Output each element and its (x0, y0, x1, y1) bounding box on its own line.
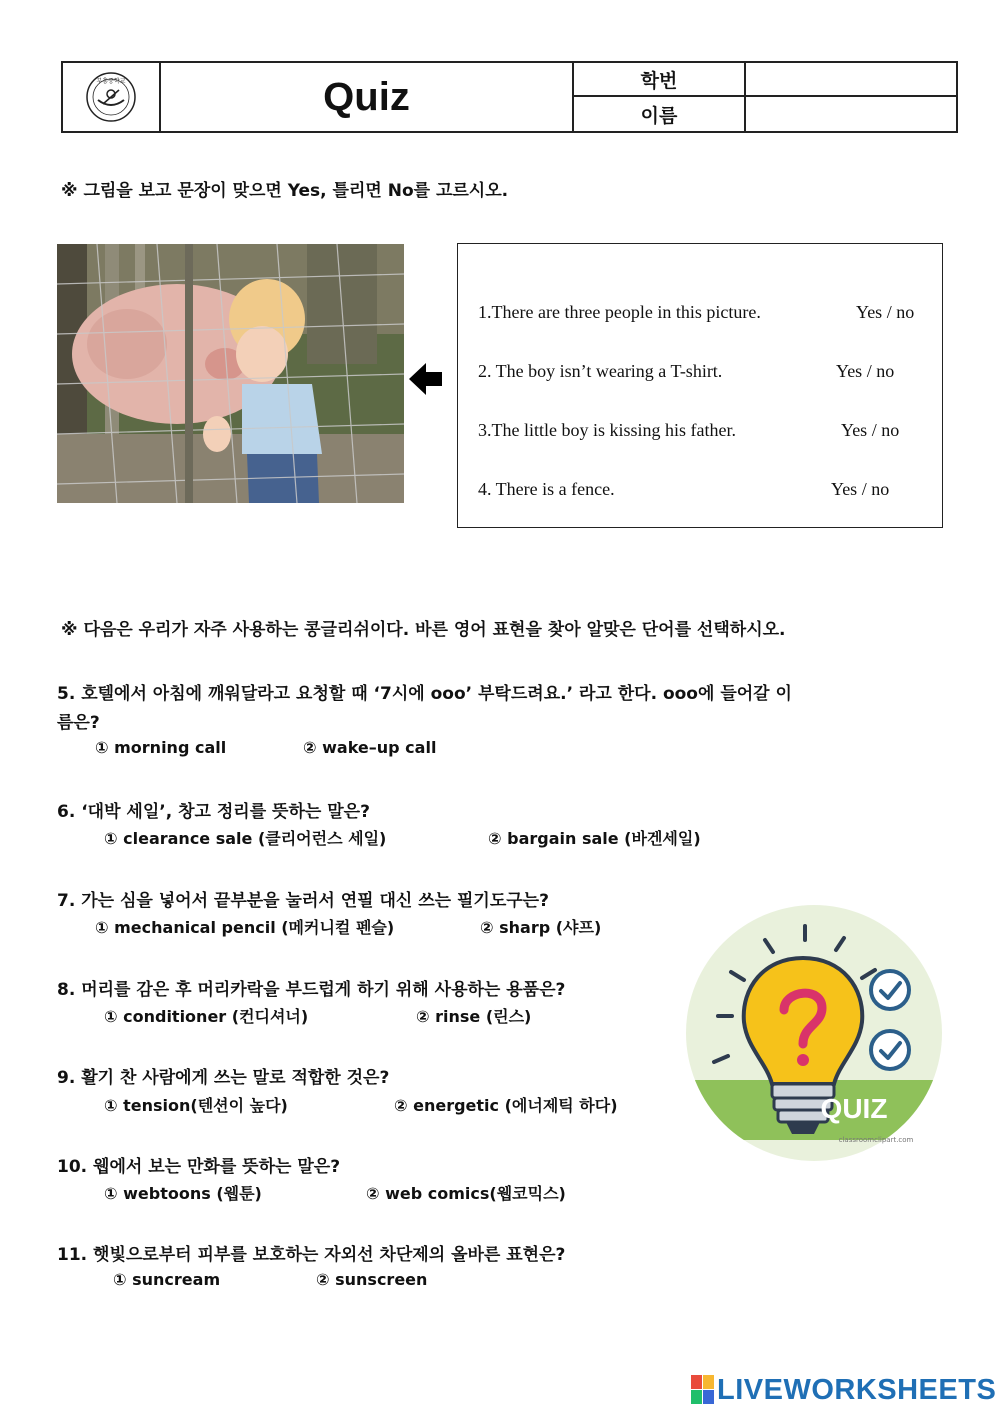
name-field[interactable] (746, 97, 956, 131)
student-number-label: 학번 (574, 63, 746, 97)
quiz-lightbulb-illustration (686, 898, 944, 1170)
statement-4: 4. There is a fence. (478, 479, 615, 499)
name-label: 이름 (574, 97, 746, 131)
question-7-option-2[interactable]: ② sharp (샤프) (480, 918, 602, 937)
question-9: 9. 활기 찬 사람에게 쓰는 말로 적합한 것은? (57, 1068, 390, 1088)
school-logo-text: 부흥중학교 (96, 78, 126, 85)
question-6-option-2[interactable]: ② bargain sale (바겐세일) (488, 829, 701, 848)
question-11: 11. 햇빛으로부터 피부를 보호하는 자외선 차단제의 올바른 표현은? (57, 1245, 566, 1265)
question-8-option-2[interactable]: ② rinse (린스) (416, 1007, 532, 1026)
question-7-option-1[interactable]: ① mechanical pencil (메커니컬 펜슬) (95, 918, 395, 937)
school-logo-cell (63, 63, 161, 131)
bulb-credit: classroomclipart.com (838, 1136, 914, 1144)
question-9-option-1[interactable]: ① tension(텐션이 높다) (104, 1096, 288, 1115)
section2-instruction: ※ 다음은 우리가 자주 사용하는 콩글리쉬이다. 바른 영어 표현을 찾아 알맞은 단어를 선택하시오. (61, 620, 786, 640)
statement-3: 3.The little boy is kissing his father. (478, 420, 736, 440)
question-5: 5. 호텔에서 아침에 깨워달라고 요청할 때 ‘7시에 ooo’ 부탁드려요.’ 라고 한다. ooo에 들어갈 이 (57, 684, 792, 704)
question-11-option-2[interactable]: ② sunscreen (316, 1270, 428, 1289)
question-5-continued: 름은? (57, 713, 100, 733)
question-9-option-2[interactable]: ② energetic (에너제틱 하다) (394, 1096, 618, 1115)
section1-instruction: ※ 그림을 보고 문장이 맞으면 Yes, 틀리면 No를 고르시오. (61, 181, 509, 201)
left-arrow-icon (409, 362, 443, 396)
question-7: 7. 가는 심을 넣어서 끝부분을 눌러서 연필 대신 쓰는 필기도구는? (57, 891, 549, 911)
question-6-option-1[interactable]: ① clearance sale (클리어런스 세일) (104, 829, 387, 848)
question-8-option-1[interactable]: ① conditioner (컨디셔너) (104, 1007, 309, 1026)
student-number-field[interactable] (746, 63, 956, 97)
question-5-option-1[interactable]: ① morning call (95, 738, 227, 757)
school-logo (84, 70, 138, 124)
liveworksheets-wordmark: LIVEWORKSHEETS (717, 1373, 997, 1406)
pig-and-child-photo (57, 244, 404, 503)
statement-1: 1.There are three people in this picture. (478, 302, 761, 322)
yes-no-question-box (457, 243, 943, 528)
statement-2: 2. The boy isn’t wearing a T-shirt. (478, 361, 723, 381)
yes-no-choice-1[interactable]: Yes / no (856, 302, 915, 322)
question-8: 8. 머리를 감은 후 머리카락을 부드럽게 하기 위해 사용하는 용품은? (57, 980, 566, 1000)
question-10: 10. 웹에서 보는 만화를 뜻하는 말은? (57, 1157, 341, 1177)
question-10-option-2[interactable]: ② web comics(웹코믹스) (366, 1184, 566, 1203)
liveworksheets-logo[interactable] (691, 1373, 996, 1407)
yes-no-choice-4[interactable]: Yes / no (831, 479, 890, 499)
yes-no-choice-2[interactable]: Yes / no (836, 361, 895, 381)
question-11-option-1[interactable]: ① suncream (113, 1270, 221, 1289)
yes-no-choice-3[interactable]: Yes / no (841, 420, 900, 440)
question-6: 6. ‘대박 세일’, 창고 정리를 뜻하는 말은? (57, 802, 370, 822)
page-title: Quiz (161, 63, 574, 131)
bulb-quiz-label: QUIZ (820, 1093, 888, 1124)
question-5-option-2[interactable]: ② wake–up call (303, 738, 437, 757)
question-10-option-1[interactable]: ① webtoons (웹툰) (104, 1184, 262, 1203)
header-table (61, 61, 958, 133)
live-blocks-icon (691, 1375, 715, 1405)
